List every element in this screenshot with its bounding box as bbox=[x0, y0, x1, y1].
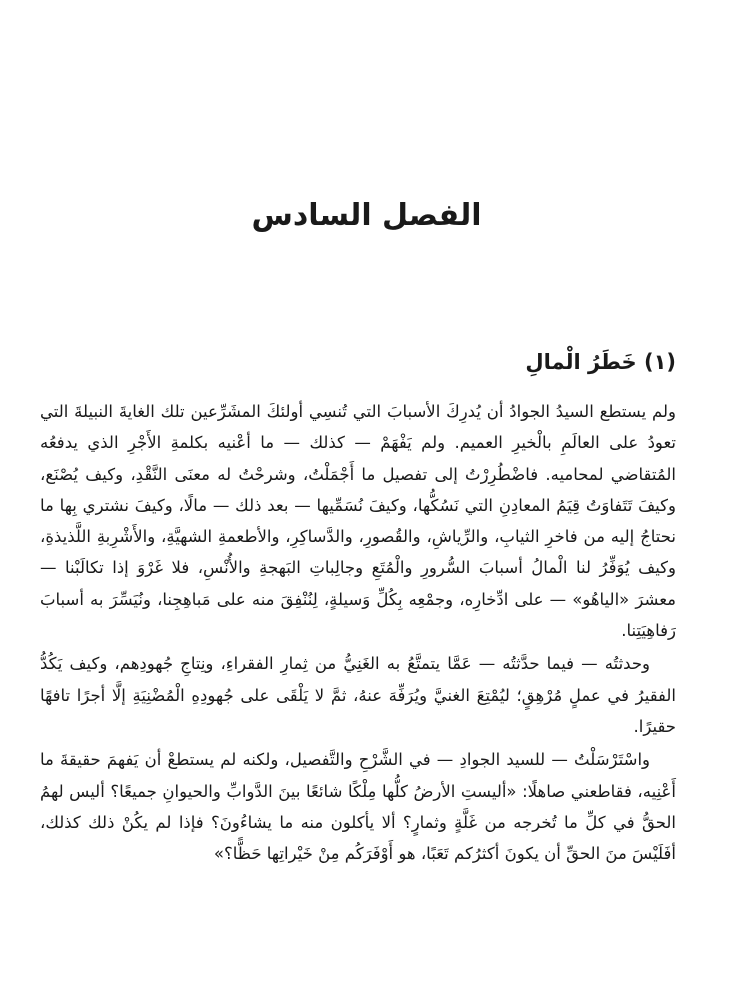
paragraph-1: ولم يستطع السيدُ الجوادُ أن يُدرِكَ الأسبابَ التي تُنسِي أولئكَ المشَرِّعين تلك الغايةَ النبيلةَ التي تعودُ على العالَمِ بالْخيرِ العميم. ولم يَفْهَمْ — كذلك — ما أعْنيه بكلمةِ الأَجْرِ الذي يدفعُه المُتقاضي لمحاميه. فاضْطُرِرْتُ إلى تفصيل ما أَجْمَلْتُ، وشرحْتُ له معنَى النَّقْدِ، وكيف يُصْنَع، وكيفَ تَتَفاوَتُ قِيَمُ المعادِنِ التي نَسُكُّها، وكيفَ نُسَمِّيها — بعد ذلك — مالًا، وكيفَ نشتري بِها ما نحتاجُ إليه من فاخرِ الثيابِ، والرِّياشِ، والقُصورِ، والدَّساكِرِ، والأطعمةِ الشهيَّةِ، والأَشْرِبةِ اللَّذيذةِ، وكيف يُوَفِّرُ لنا الْمالُ أسبابَ السُّرورِ والْمُتَعِ وجالِباتِ البَهجةِ والأُنْسِ، فلا غَرْوَ إذا تكالَبْنا — معشرَ «الياهُو» — على ادِّخارِه، وجمْعِه بِكُلِّ وَسيلةٍ، لِنُنْفِقَ منه على مَباهِجِنا، ونُيَسِّرَ به أسبابَ رَفاهِيَتِنا. bbox=[40, 402, 676, 641]
paragraph-3: واسْتَرْسَلْتُ — للسيد الجوادِ — في الشَّرْحِ والتَّفصيل، ولكنه لم يستطعْ أن يَفهمَ حقيقةَ ما أَعْنِيه، فقاطعني صاهلًا: «أليستِ الأرضُ كلُّها مِلْكًا شائعًا بينَ الدَّوابِّ والحيوانِ جميعًا؟ أليس لهمُ الحقُّ في كلِّ ما تُخرجه من غَلَّةٍ وثمارٍ؟ ألا يأكلون منه ما يشاءُونَ؟ فإذا لم يكُنْ ذلك كذلك، أفَلَيْسَ منَ الحقِّ أن يكونَ أكثرُكم تَعَبًا، هو أَوْفَرَكُم مِنْ خَيْراتِها حَظًّا؟» bbox=[40, 750, 676, 864]
chapter-title: الفصل السادس bbox=[251, 198, 482, 233]
body-text bbox=[40, 396, 676, 871]
section-heading: (١) خَطَرُ الْمالِ bbox=[525, 350, 676, 374]
paragraph-2: وحدثتُه — فيما حدَّثتُه — عَمَّا يتمتَّعُ به الغَنِيُّ من ثِمارِ الفقراءِ، ونِتاجِ جُهودِهم، وكيف يَكُدُّ الفقيرُ في عملٍ مُرْهِقٍ؛ ليُمْتِعَ الغنيَّ ويُرَفِّهَ عنهُ، ثمَّ لا يَلْقَى على جُهودِهِ الْمُضْنِيَةِ إلَّا أجرًا تافهًا حقيرًا. bbox=[40, 654, 676, 736]
